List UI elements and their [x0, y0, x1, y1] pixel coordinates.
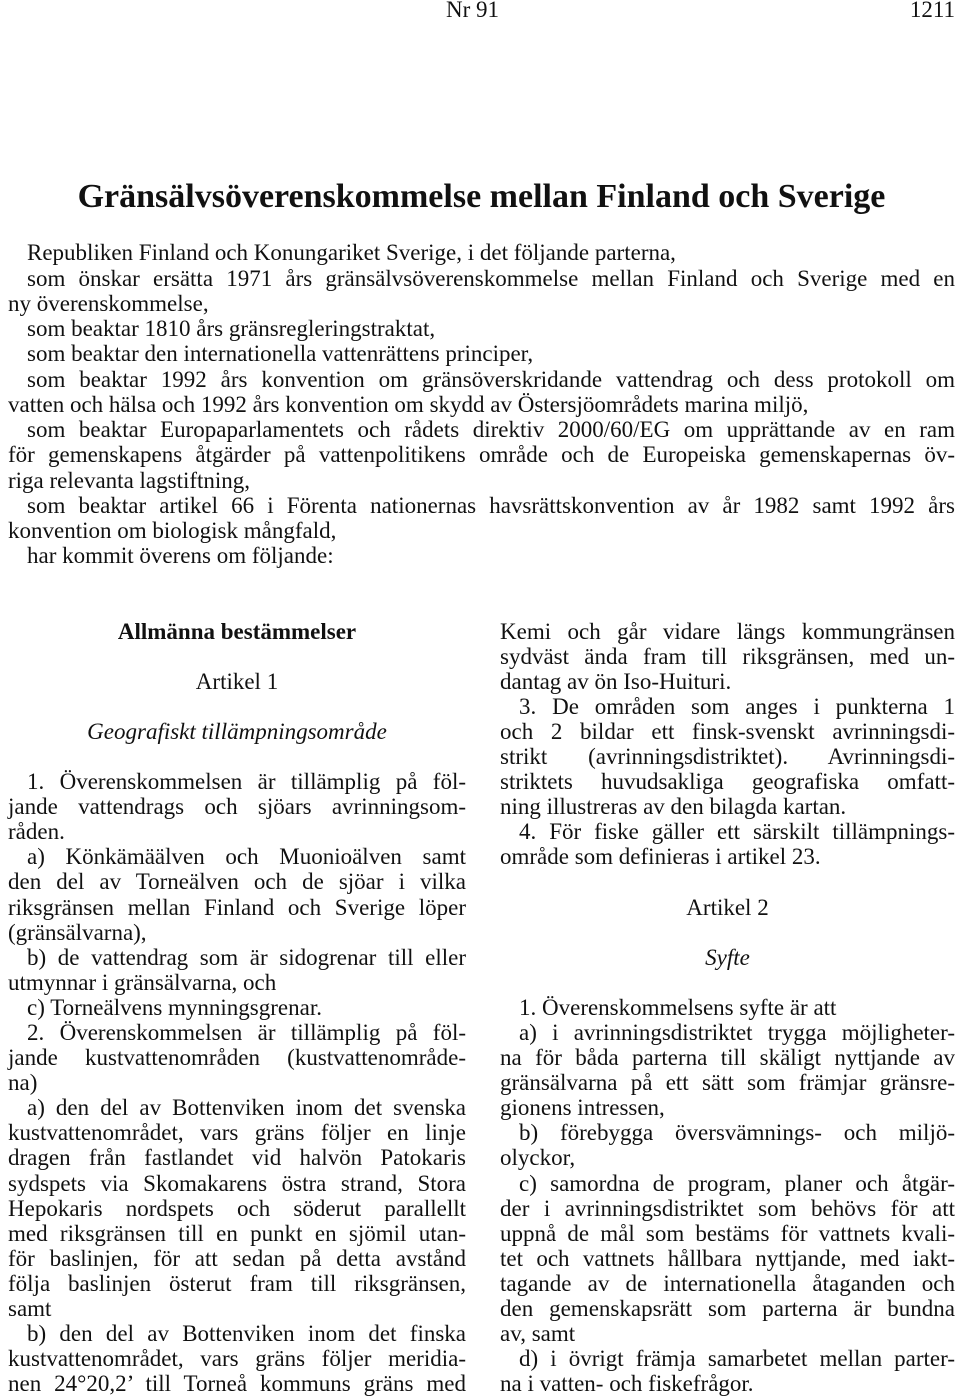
text-line: a) Könkämäälven och Muonioälven samt: [27, 844, 466, 870]
text-line: tagande av de internationella åtaganden och: [500, 1270, 955, 1296]
text-line: striktets huvudsakliga geografiska omfatt-: [500, 769, 955, 795]
text-line: följa baslinjen österut fram till riksgränsen,: [8, 1270, 466, 1296]
paragraph: [8, 1095, 466, 1321]
text-line: 1. Överenskommelsens syfte är att: [519, 994, 837, 1020]
text-line: jande kustvattenområden (kustvattenområde-: [8, 1045, 466, 1071]
preamble-line: riga relevanta lagstiftning,: [8, 467, 251, 493]
text-line: sydspets via Skomakarens östra strand, Stora: [8, 1170, 466, 1196]
article-number: Artikel 1: [195, 668, 279, 694]
text-line: tet och vattnets hållbara nyttjande, med iakt-: [500, 1245, 955, 1271]
text-line: a) den del av Bottenviken inom det svenska: [27, 1095, 466, 1121]
preamble-paragraph: [8, 341, 955, 366]
preamble-paragraph: [8, 367, 955, 418]
text-line: olyckor,: [500, 1145, 576, 1171]
preamble-paragraph: [8, 266, 955, 317]
text-line: och 2 bildar ett finsk-svenskt avrinningsdi-: [500, 718, 955, 744]
text-line: utmynnar i gränsälvarna, och: [8, 969, 277, 995]
text-line: gionens intressen,: [500, 1095, 665, 1121]
preamble-line: konvention om biologisk mångfald,: [8, 518, 337, 544]
paragraph: [500, 1120, 955, 1170]
article-title: Syfte: [705, 944, 750, 970]
text-line: strikt (avrinningsdistriktet). Avrinningsdi-: [500, 743, 955, 769]
preamble: [8, 240, 955, 568]
preamble-paragraph: [8, 417, 955, 493]
text-line: na i vatten- och fiskefrågor.: [500, 1371, 754, 1397]
preamble-paragraph: [8, 240, 955, 265]
text-line: den del av Torneälven och de sjöar i vilka: [8, 869, 466, 895]
paragraph: [500, 694, 955, 819]
section-heading: Allmänna bestämmelser: [117, 618, 357, 644]
article-number: Artikel 2: [686, 894, 769, 920]
paragraph: [500, 995, 955, 1020]
text-line: uppnå de mål som bestäms för vattnets kvali-: [500, 1220, 955, 1246]
paragraph: [8, 844, 466, 944]
text-line: samt: [8, 1296, 52, 1322]
text-line: 4. För fiske gäller ett särskilt tillämpnings-: [519, 819, 955, 845]
article-body: [8, 769, 466, 1396]
text-line: nen 24°20,2’ till Torneå kommuns gräns med: [8, 1371, 466, 1397]
paragraph: [500, 1346, 955, 1396]
preamble-paragraph: [8, 493, 955, 544]
text-line: c) samordna de program, planer och åtgär-: [519, 1170, 955, 1196]
text-line: ning illustreras av den bilagda kartan.: [500, 794, 847, 820]
text-line: d) i övrigt främja samarbetet mellan parter-: [519, 1346, 955, 1372]
paragraph: [8, 1321, 466, 1396]
text-line: råden.: [8, 819, 65, 845]
paragraph: [500, 619, 955, 694]
text-line: 1. Överenskommelsen är tillämplig på föl-: [27, 769, 466, 795]
paragraph: [500, 819, 955, 869]
text-line: a) i avrinningsdistriktet trygga möjligheter-: [519, 1020, 955, 1045]
preamble-paragraph: [8, 543, 955, 568]
preamble-line: som beaktar den internationella vattenrättens principer,: [27, 341, 534, 367]
paragraph: [8, 995, 466, 1020]
paragraph: [8, 1020, 466, 1095]
text-line: av, samt: [500, 1321, 576, 1347]
preamble-line: som beaktar Europaparlamentets och rådets direktiv 2000/60/EG om upprättande av en ram: [27, 417, 955, 443]
preamble-line: har kommit överens om följande:: [27, 543, 334, 569]
text-line: med riksgränsen till en punkt en sjömil utan-: [8, 1220, 466, 1246]
text-line: na): [8, 1070, 38, 1096]
article-title: Geografiskt tillämpningsområde: [87, 718, 387, 744]
preamble-line: ny överenskommelse,: [8, 290, 209, 316]
text-line: gränsälvarna på ett sätt som främjar gränsre-: [500, 1070, 955, 1096]
preamble-line: som beaktar artikel 66 i Förenta nationernas havsrättskonvention av år 1982 samt 1992 års: [27, 492, 955, 518]
text-line: jande vattendrags och sjöars avrinningsom-: [8, 794, 466, 820]
text-line: för baslinjen, för att sedan på detta avstånd: [8, 1245, 466, 1271]
preamble-line: Republiken Finland och Konungariket Sverige, i det följande parterna,: [27, 240, 676, 266]
preamble-paragraph: [8, 316, 955, 341]
preamble-line: vatten och hälsa och 1992 års konvention om skydd av Östersjöområdets marina miljö,: [8, 391, 809, 417]
text-line: b) den del av Bottenviken inom det finska: [27, 1321, 466, 1347]
text-line: Hepokaris nordspets och söderut parallellt: [8, 1195, 466, 1221]
text-line: sydväst ända fram till riksgränsen, med un-: [500, 643, 955, 669]
text-line: b) de vattendrag som är sidogrenar till eller: [27, 944, 466, 970]
paragraph: [8, 769, 466, 844]
text-line: riksgränsen mellan Finland och Sverige löper: [8, 894, 466, 920]
text-line: (gränsälvarna),: [8, 919, 147, 945]
right-column: [500, 619, 955, 1397]
preamble-line: som beaktar 1810 års gränsregleringstraktat,: [27, 316, 436, 342]
text-line: 2. Överenskommelsen är tillämplig på föl-: [27, 1020, 466, 1045]
text-line: na för båda parterna till skäligt nyttjande av: [500, 1045, 955, 1071]
text-line: dantag av ön Iso-Huituri.: [500, 668, 732, 694]
text-line: 3. De områden som anges i punkterna 1: [519, 693, 955, 719]
text-line: c) Torneälvens mynningsgrenar.: [27, 994, 322, 1020]
paragraph: [500, 1020, 955, 1120]
text-line: den gemenskapsrätt som parterna är bundna: [500, 1296, 955, 1322]
text-line: kustvattenområdet, vars gräns följer en linje: [8, 1120, 466, 1146]
article-body: [500, 995, 955, 1397]
preamble-line: som önskar ersätta 1971 års gränsälvsöverenskommelse mellan Finland och Sverige med en: [27, 265, 955, 291]
text-line: kustvattenområdet, vars gräns följer meridia-: [8, 1346, 466, 1372]
preamble-line: som beaktar 1992 års konvention om gränsöverskridande vattendrag och dess protokoll om: [27, 366, 955, 392]
text-line: der i avrinningsdistriktet som behövs för att: [500, 1195, 955, 1221]
text-line: b) förebygga översvämnings- och miljö-: [519, 1120, 955, 1146]
paragraph: [8, 945, 466, 995]
text-line: område som definieras i artikel 23.: [500, 844, 821, 870]
paragraph: [500, 1171, 955, 1347]
issue-number: Nr 91: [446, 0, 500, 22]
text-line: Kemi och går vidare längs kommungränsen: [500, 618, 955, 644]
preamble-line: för gemenskapens åtgärder på vattenpolitikens område och de Europeiska gemenskapernas öv-: [8, 442, 955, 468]
left-column: [8, 619, 466, 1397]
document-title: Gränsälvsöverenskommelse mellan Finland och Sverige: [77, 178, 886, 215]
page-number: 1211: [909, 0, 955, 22]
text-line: dragen från fastlandet vid halvön Patokaris: [8, 1145, 466, 1171]
